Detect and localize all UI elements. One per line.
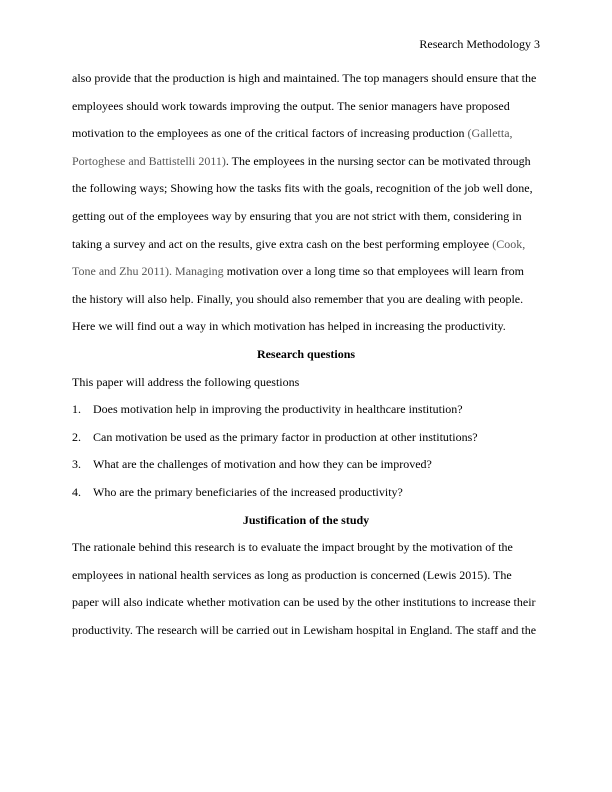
question-number: 2. <box>72 429 81 444</box>
question-text: Who are the primary beneficiaries of the increased productivity? <box>93 484 403 499</box>
text-line: employees should work towards improving the output. The senior managers have proposed <box>72 98 510 113</box>
questions-intro: This paper will address the following questions <box>72 374 300 389</box>
question-number: 1. <box>72 402 81 417</box>
text-line: employees in national health services as long as production is concerned (Lewis 2015). The <box>72 567 512 582</box>
text-span: motivation to the employees as one of the critical factors of increasing production <box>72 126 468 141</box>
text-span: . The employees in the nursing sector can be motivated through <box>225 153 531 168</box>
paragraph-motivation <box>72 71 540 347</box>
running-head: Research Methodology 3 <box>419 37 540 51</box>
text-line: The rationale behind this research is to evaluate the impact brought by the motivation of the <box>72 540 513 555</box>
question-number: 3. <box>72 457 81 472</box>
question-text: Does motivation help in improving the productivity in healthcare institution? <box>93 402 463 417</box>
page-body <box>72 71 540 650</box>
text-line <box>72 126 540 154</box>
question-item <box>72 485 540 513</box>
section-heading-justification: Justification of the study <box>242 512 370 527</box>
question-item <box>72 457 540 485</box>
question-text: What are the challenges of motivation and how they can be improved? <box>93 457 432 472</box>
text-line: Here we will find out a way in which motivation has helped in increasing the productivity. <box>72 319 506 334</box>
section-heading-research-questions: Research questions <box>256 346 356 361</box>
citation-galletta: (Galletta, <box>467 126 513 141</box>
question-item <box>72 402 540 430</box>
citation-cook-cont: Tone and Zhu 2011). Managing <box>72 264 224 279</box>
text-line <box>72 154 540 182</box>
text-line: paper will also indicate whether motivation can be used by the other institutions to increase their <box>72 595 536 610</box>
text-line <box>72 264 540 292</box>
text-span: taking a survey and act on the results, give extra cash on the best performing employee <box>72 236 493 251</box>
question-text: Can motivation be used as the primary factor in production at other institutions? <box>93 429 478 444</box>
text-line: productivity. The research will be carried out in Lewisham hospital in England. The staff and the <box>72 622 537 637</box>
citation-cook: (Cook, <box>492 236 526 251</box>
question-item <box>72 430 540 458</box>
questions-list <box>72 402 540 512</box>
paragraph-justification <box>72 540 540 650</box>
citation-galletta-cont: Portoghese and Battistelli 2011) <box>72 153 226 168</box>
text-line: the history will also help. Finally, you should also remember that you are dealing with people. <box>72 291 524 306</box>
text-line: getting out of the employees way by ensuring that you are not strict with them, considering in <box>72 208 522 223</box>
text-line: also provide that the production is high and maintained. The top managers should ensure that the <box>72 71 537 85</box>
question-number: 4. <box>72 484 81 499</box>
text-line <box>72 237 540 265</box>
text-line: the following ways; Showing how the tasks fits with the goals, recognition of the job well done, <box>72 181 533 196</box>
text-span: motivation over a long time so that employees will learn from <box>223 264 524 279</box>
